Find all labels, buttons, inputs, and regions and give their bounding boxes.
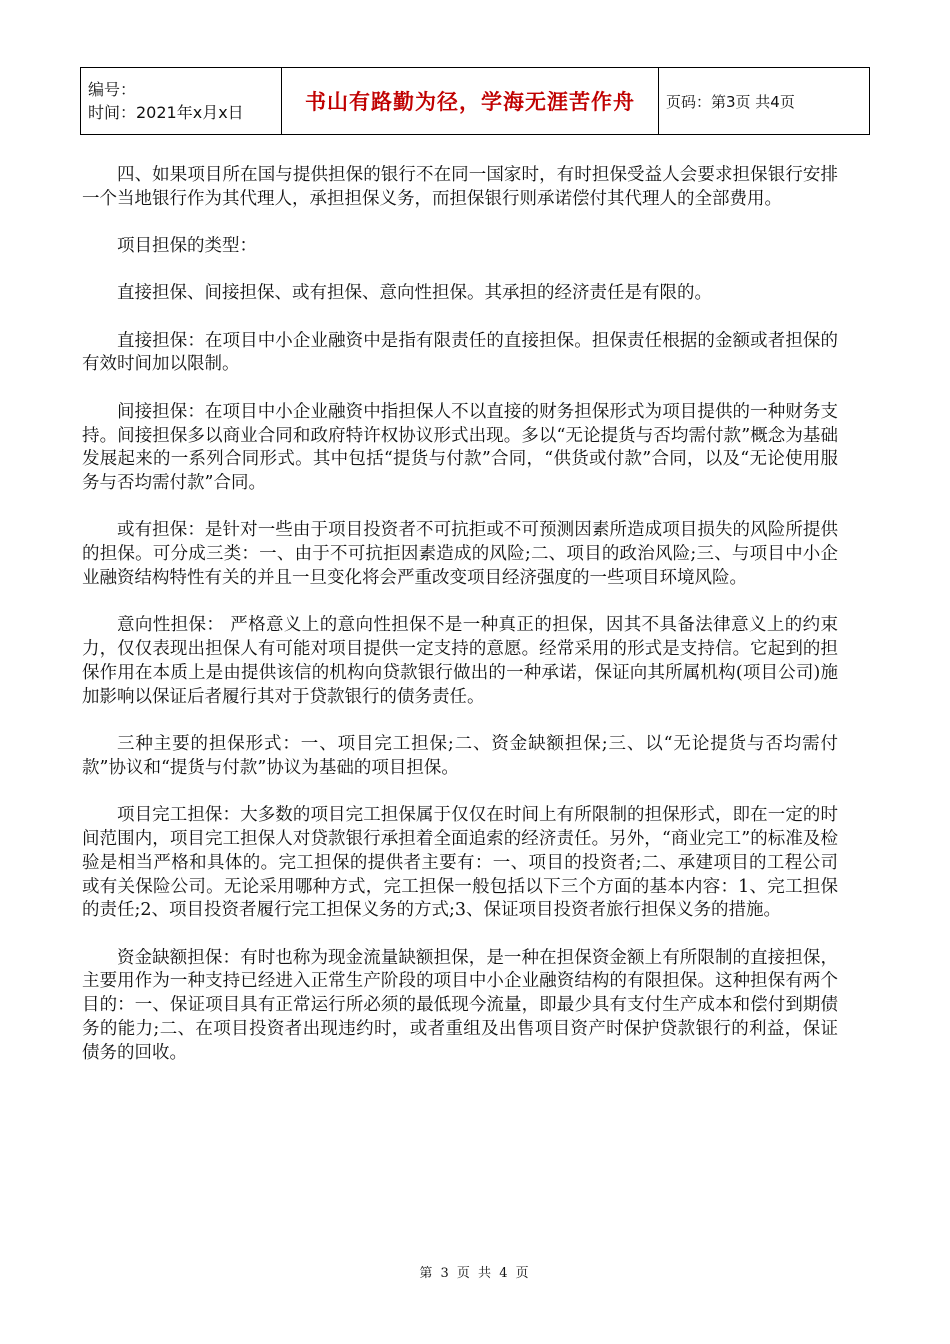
paragraph: 四、如果项目所在国与提供担保的银行不在同一国家时，有时担保受益人会要求担保银行安排一个当地银行作为其代理人，承担担保义务，而担保银行则承诺偿付其代理人的全部费用。 <box>82 165 838 209</box>
paragraph: 项目完工担保：大多数的项目完工担保属于仅仅在时间上有所限制的担保形式，即在一定的时间范围内，项目完工担保人对贷款银行承担着全面追索的经济责任。另外，“商业完工”的标准及检验是相当严格和具体的。完工担保的提供者主要有：一、项目的投资者;二、承建项目的工程公司或有关保险公司。无论采用哪种方式，完工担保一般包括以下三个方面的基本内容：1、完工担保的责任;2、项目投资者履行完工担保义务的方式;3、保证项目投资者旅行担保义务的措施。 <box>82 805 838 921</box>
header-page-info: 页码：第3页 共4页 <box>659 68 870 135</box>
paragraph: 或有担保：是针对一些由于项目投资者不可抗拒或不可预测因素所造成项目损失的风险所提供的担保。可分成三类：一、由于不可抗拒因素造成的风险;二、项目的政治风险;三、与项目中小企业融资结构特性有关的并且一旦变化将会严重改变项目经济强度的一些项目环境风险。 <box>82 520 838 589</box>
motto-text: 书山有路勤为径，学海无涯苦作舟 <box>305 90 635 114</box>
paragraph: 间接担保：在项目中小企业融资中指担保人不以直接的财务担保形式为项目提供的一种财务支持。间接担保多以商业合同和政府特许权协议形式出现。多以“无论提货与否均需付款”概念为基础发展起来的一系列合同形式。其中包括“提货与付款”合同，“供货或付款”合同，以及“无论使用服务与否均需付款”合同。 <box>82 401 838 494</box>
header-table <box>80 67 870 135</box>
page-footer: 第 3 页 共 4 页 <box>419 1266 531 1281</box>
paragraph: 直接担保、间接担保、或有担保、意向性担保。其承担的经济责任是有限的。 <box>117 283 712 304</box>
header-meta <box>81 68 282 135</box>
header-motto-cell <box>282 68 659 135</box>
document-number-label: 编号： <box>88 80 137 99</box>
document-body <box>82 164 838 1089</box>
paragraph: 三种主要的担保形式：一、项目完工担保;二、资金缺额担保;三、以“无论提货与否均需付款”协议和“提货与付款”协议为基础的项目担保。 <box>82 734 838 778</box>
paragraph: 项目担保的类型： <box>117 236 257 257</box>
paragraph: 意向性担保： 严格意义上的意向性担保不是一种真正的担保，因其不具备法律意义上的约束力，仅仅表现出担保人有可能对项目提供一定支持的意愿。经常采用的形式是支持信。它起到的担保作用在本质上是由提供该信的机构向贷款银行做出的一种承诺，保证向其所属机构(项目公司)施加影响以保证后者履行其对于贷款银行的债务责任。 <box>82 615 838 707</box>
document-date: 时间：2021年x月x日 <box>88 103 244 122</box>
paragraph: 资金缺额担保：有时也称为现金流量缺额担保，是一种在担保资金额上有所限制的直接担保，主要用作为一种支持已经进入正常生产阶段的项目中小企业融资结构的有限担保。这种担保有两个目的：一、保证项目具有正常运行所必须的最低现今流量，即最少具有支付生产成本和偿付到期债务的能力;二、在项目投资者出现违约时，或者重组及出售项目资产时保护贷款银行的利益，保证债务的回收。 <box>82 947 838 1063</box>
paragraph: 直接担保：在项目中小企业融资中是指有限责任的直接担保。担保责任根据的金额或者担保的有效时间加以限制。 <box>82 330 838 375</box>
